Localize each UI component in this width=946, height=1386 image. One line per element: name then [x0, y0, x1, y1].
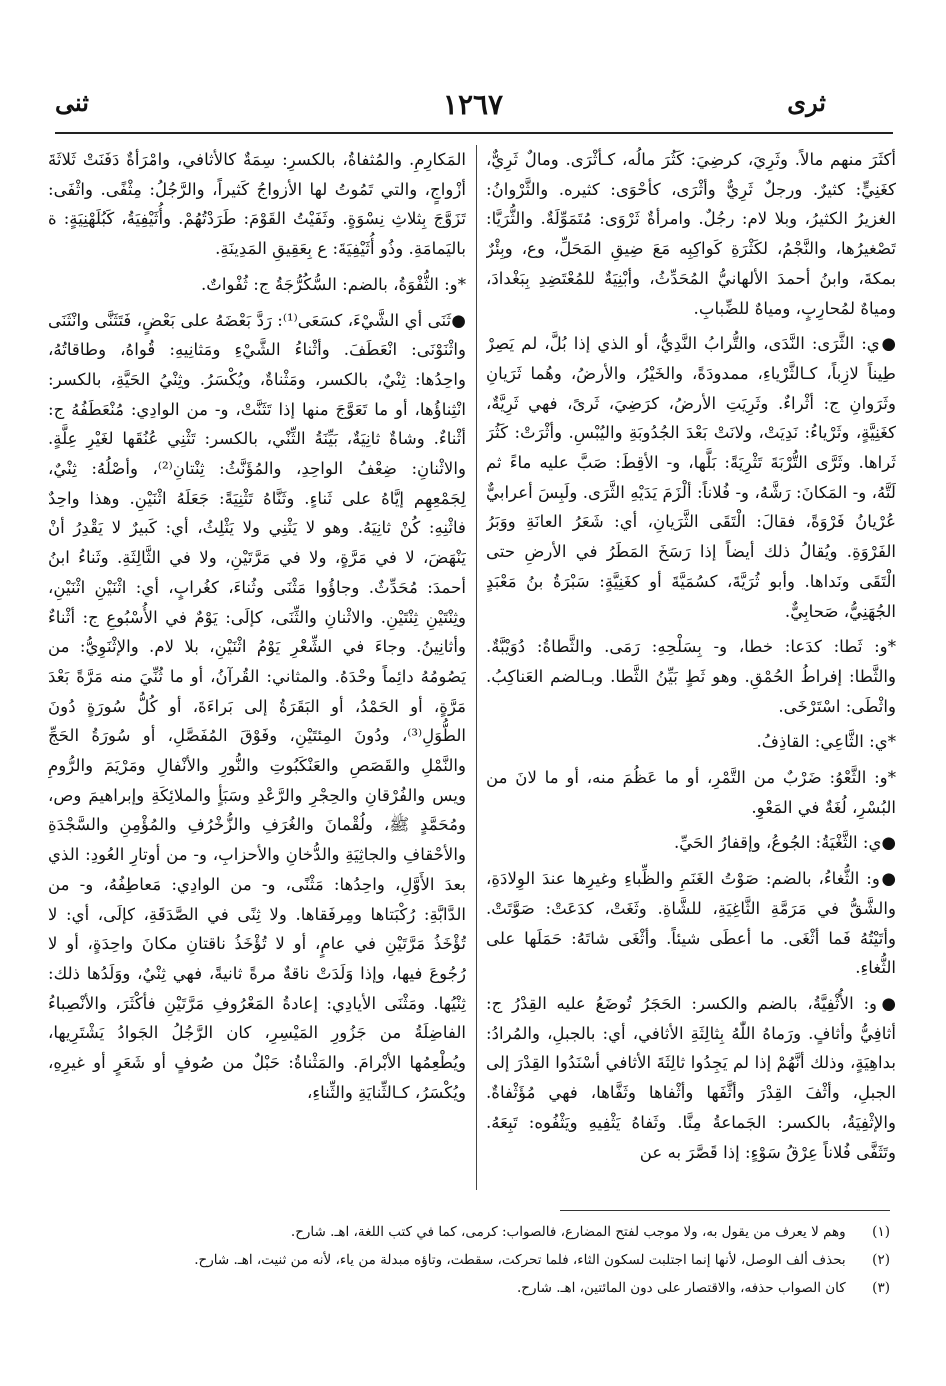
footnote	[90, 1218, 890, 1246]
right-column	[486, 145, 896, 1195]
entry: ●و: الثُّغاءُ، بالضم: صَوْتُ الغَنَمِ والظِّباءِ وغيرِها عندَ الوِلادَةِ، والشَّقُّ في مَرَمَّةِ الثَّاغِيَةِ، للشَّاةِ. وثَغَتْ، كدَعَتْ: صَوَّتَتْ. وأتَيْتُهُ فَما أثْغَى. ما أعطَى شيئاً. وأثْغَى شاتَهُ: حَمَلَها على الثُّغاءِ.	[486, 869, 896, 978]
footnote	[90, 1246, 890, 1274]
column-divider	[476, 145, 477, 1190]
page-number: ١٢٦٧	[442, 88, 504, 121]
footnote-number: (٣)	[872, 1280, 890, 1296]
footnote-text: كان الصواب حذفه، والاقتصار على دون المائتين، اهـ. شارح.	[516, 1280, 846, 1296]
header-rule	[55, 132, 893, 134]
entry: *و: الثُّفْوَةُ، بالضم: السُّكُرُّجَةُ ج: ثُفْواتٌ.	[200, 274, 466, 294]
footnote-number: (٢)	[872, 1252, 890, 1268]
running-head-right: ثرى	[787, 88, 826, 117]
entry: ●و: الأُثْفِيَّةُ، بالضم والكسر: الحَجَرُ تُوضَعُ عليه القِدْرُ ج: أثافِيُّ وأثافٍ. ورَماهُ اللّٰهُ بِثالِثَةِ الأثافي، أي: بالجبلِ، والمُرادُ: بداهِيَةٍ، وذلك أنَّهُمْ إذا لم يَجِدُوا ثالِثَةَ الأثافي أسْنَدُوا القِدْرَ إلى الجبلِ، وأثْفَ القِدْرَ وأثَّفَها وأثْفاها وثَفَّاها، فهي مُؤَثْفاةٌ. والإثْفِيَةُ، بالكسر: الجَماعةُ مِنَّا. وثَفاهُ يَثْفِيهِ ويَثْفُوه: تَبِعَهُ. وتَثَفَّى فُلاناً عِرْقُ سَوْءٍ: إذا قَصَّرَ به عن	[486, 993, 896, 1162]
entry: *و: الثَّعْوُ: ضَرْبٌ من التَّمْرِ، أو ما عَظُمَ منه، أو ما لانَ من البُسْرِ، لُغَةٌ في المَعْوِ.	[486, 768, 896, 817]
entry: *و: ثَطا: كدَعا: خطا، و- بِسَلْحِهِ: رَمَى. والثَّطاةُ: دُوَيْبَّةٌ. والثَّطا: إفراطُ الحُمْقِ. وهو ثَطٍ بَيِّنُ الثَّطا. وبـالضم العَناكِبُ. واثْطَى: اسْتَرْخَى.	[486, 637, 896, 716]
footnote-text: وهم لا يعرف من يقول به، ولا موجب لفتح المضارع، فالصواب: كرمى، كما في كتب اللغة، اهـ. شارح.	[290, 1224, 846, 1240]
entry: ●ي: الثَّغْيَةُ: الجُوعُ، وإقفارُ الحَيِّ.	[673, 833, 896, 853]
footnotes	[90, 1218, 890, 1302]
footnote-text: بحذف ألف الوصل، لأنها إنما اجتلبت لسكون الثاء، فلما تحركت، سقطت، وتاؤه مبدلة من ياء، لأنه من ثنيت، اهـ. شارح.	[194, 1252, 846, 1268]
footnote	[90, 1274, 890, 1302]
entry: المَكارِمِ. والمُثفاةُ، بالكسرِ: سِمَةٌ كالأثافي، وامْرَأةٌ دَفَنَتْ ثَلاثَةَ أزْواجٍ، والتي تَمُوتُ لها الأزواجُ كَثيراً، والرَّجُلُ: مِثْفًى. واثْفَى: تَزَوَّجَ بِثلاثِ نِسْوَةٍ. وثَفَيْتُ القَوْمَ: طَرَدْتُهُمْ. وأُثَيْفِيَةُ، كَبُلَهْنِيَةٍ: ة باليَمامَةِ. وذُو أُثَيْفِيَةَ: ع بِعَقِيقِ المَدِينَةِ.	[48, 150, 466, 259]
running-head-left: ثنى	[55, 88, 89, 117]
entry: *ي: الثَّاعِي: القاذِفُ.	[756, 732, 896, 752]
entry: أكثَرَ منهم مالاً. وثَرِيَ، كرضِيَ: كَثُرَ مالُه، كـأثْرَى. ومالٌ ثَرِيٌّ، كغَنِيٍّ: كثيرٌ. ورجلٌ ثَرِيٌّ وأثْرَى، كأحْوَى: كثيره. والثَّرْوانُ: الغزيرُ الكثيرُ، وبلا لام: رجُلٌ. وامرأةٌ ثَرْوَى: مُتَمَوِّلَةٌ. والثُّرَيَّا: تَصْغيرُها، والنَّجْمُ، لكَثْرَةِ كَواكِبِه مَعَ ضِيقِ المَحَلِّ، وع، وبِئْرٌ بمكةَ، وابنُ أحمدَ الألهانيُّ المُحَدِّثُ، وأبْنِيَةٌ للمُعْتَضِدِ بِبَغْدادَ، ومياهٌ لمُحارِبٍ، ومياهٌ للضِّبابِ.	[486, 150, 896, 318]
entry: ●ي: الثَّرَى: النَّدَى، والتُّرابُ النَّدِيُّ، أو الذي إذا بُلَّ، لم يَصِرْ طِيناً لازِباً، كـالثَّرْياءِ، ممدودَةً، والخَيْرُ، والأرضُ، وهُما ثَرَيانِ وثَرَوانِ ج: أثْراءٌ. وثَرِيَتِ الأرضُ، كرَضِيَ، ثَرىً، فهي ثَرِيَّةٌ، كغَنِيَّةٍ، وثَرْياءُ: نَدِيَتْ، ولانَتْ بَعْدَ الجُدُوبَةِ واليُبْسِ. وأثْرَتْ: كَثُرَ ثَراها. وثَرَّى التُّرْبَةَ تَثْرِيَةً: بَلَّها، و- الأقِطَ: صَبَّ عليه ماءً ثم لَتَّهُ، و- المَكانَ: رَشَّهُ، و- فُلاناً: ألْزَمَ يَدَيْهِ الثَّرَى. ولَبِسَ أعرابيٌّ عُرْيانُ فَرْوَةً، فقالَ: الْتَقَى الثَّرَيانِ، أي: شَعَرُ العانَةِ ووَبَرُ الفَرْوَةِ. ويُقالُ ذلك أيضاً إذا رَسَخَ المَطَرُ في الأرضِ حتى الْتَقَى ونَداها. وأبو ثُرَيَّةَ، كسُمَيَّةَ أو كغَنِيَّةٍ: سَبْرَةُ بنُ مَعْبَدٍ الجُهَنِيُّ، صَحابِيٌّ.	[486, 334, 896, 621]
footnote-number: (١)	[872, 1224, 890, 1240]
left-column	[48, 145, 466, 1195]
footnote-rule	[560, 1210, 890, 1211]
entry: ●ثَنَى أي الشَّيْءَ، كسَعَى⁽¹⁾: رَدَّ بَعْضَهُ على بَعْضٍ، فَتَثَنَّى وانْثَنَى واثْنَوْنَى: انْعَطَفَ. وأثْناءُ الشَّيْءِ ومَثانِيهِ: قُواهُ، وطاقاتُهُ، واحِدُها: ثِنْيٌ، بالكسر، ومَثْناةٌ، ويُكْسَرُ. وثِنْيُ الحَيَّةِ، بالكسر: انْثِناؤُها، أو ما تَعَوَّجَ منها إذا تَثَنَّتْ، و- من الوادِي: مُنْعَطَفُهُ ج: أثْناءٌ. وشاةٌ ثانِيَةٌ، بَيِّنَةُ الثِّنْي، بالكسر: تَثْنِي عُنُقَها لغَيْرِ عِلَّةٍ. والاثْنانِ: ضِعْفُ الواحِدِ، والمُؤَنَّثُ: ثِنْتانِ⁽²⁾، وأصْلُهُ: ثِنْيٌ، لِجَمْعِهِم إيَّاهُ على ثَناءٍ. وثَنَّاهُ تَثْنِيَةً: جَعَلَهُ اثْنَيْنِ. وهذا واحِدٌ فاثْنِهِ: كُنْ ثانِيَهُ. وهو لا يَثْنِي ولا يَثْلِثُ، أي: كَبيرٌ لا يَقْدِرُ أنْ يَنْهَضَ، لا في مَرَّةٍ، ولا في مَرَّتَيْنِ، ولا في الثَّالِثَةِ. وثَناءُ ابنُ أحمدَ: مُحَدِّثٌ. وجاؤُوا مَثْنَى وثُناءَ، كغُرابٍ، أي: اثْنَيْنِ اثْنَيْنِ، وثِنْتَيْنِ ثِنْتَيْنِ. والاثْنانِ والثِّنَى، كإلَى: يَوْمٌ في الأُسْبُوعِ ج: أثْناءٌ وأثانِينُ. وجاءَ في الشِّعْرِ يَوْمُ اثْنَيْنِ، بلا لام. والإثْنَوِيُّ: من يَصُومُهُ دائِماً وحْدَهُ. والمثاني: القُرآنُ، أو ما ثُنِّيَ منه مَرَّةً بَعْدَ مَرَّةٍ، أو الحَمْدُ، أو البَقَرَةُ إلى بَراءَةَ، أو كُلُّ سُورَةٍ دُونَ الطُّوَلِ⁽³⁾، ودُونَ المِئتَيْنِ، وفَوْقَ المُفَصَّلِ، أو سُورَةُ الحَجِّ والنَّمْلِ والقَصَصِ والعَنْكَبُوتِ والنُّورِ والأنْفالِ ومَرْيَمَ والرُّومِ ويس والفُرْقانِ والحِجْرِ والرَّعْدِ وسَبَأٍ والملائِكَةِ وإبراهيمَ وص، ومُحَمَّدٍ ﷺ، ولُقْمانَ والغُرَفِ والزُّخْرُفِ والمُؤْمِنِ والسَّجْدَةِ والأحْقافِ والجاثِيَةِ والدُّخانِ والأحزابِ، و- من أوتارِ العُودِ: الذي بعدَ الأَوَّلِ، واحِدُها: مَثْنًى، و- من الوادِي: مَعاطِفُهُ، و- من الدَّابَّةِ: رُكْبَتاها ومِرفَقاها. ولا ثِنًى في الصَّدَقَةِ، كإلَى، أي: لا تُؤْخَذُ مَرَّتَيْنِ في عامٍ، أو لا تُؤْخَذُ ناقتانِ مكانَ واحِدَةٍ، أو لا رُجُوعَ فيها، وإذا وَلَدَتْ ناقةٌ مرةً ثانيةً، فهي ثِنْيٌ، ووَلَدُها ذلك: ثِنْيُها. ومَثْنَى الأيادِي: إعادةُ المَعْرُوفِ مَرَّتَيْنِ فأكْثَرَ، والأنْصِباءُ الفاضِلَةُ من جَزُورِ المَيْسِرِ، كان الرَّجُلُ الجَوادُ يَشْتَرِيها، ويُطْعِمُها الأبْرامَ. والمَثْناةُ: حَبْلٌ من صُوفٍ أو شَعَرٍ أو غيرِهِ، ويُكْسَرُ، كـالثِّنايَةِ والثِّناءِ،	[48, 310, 466, 1102]
